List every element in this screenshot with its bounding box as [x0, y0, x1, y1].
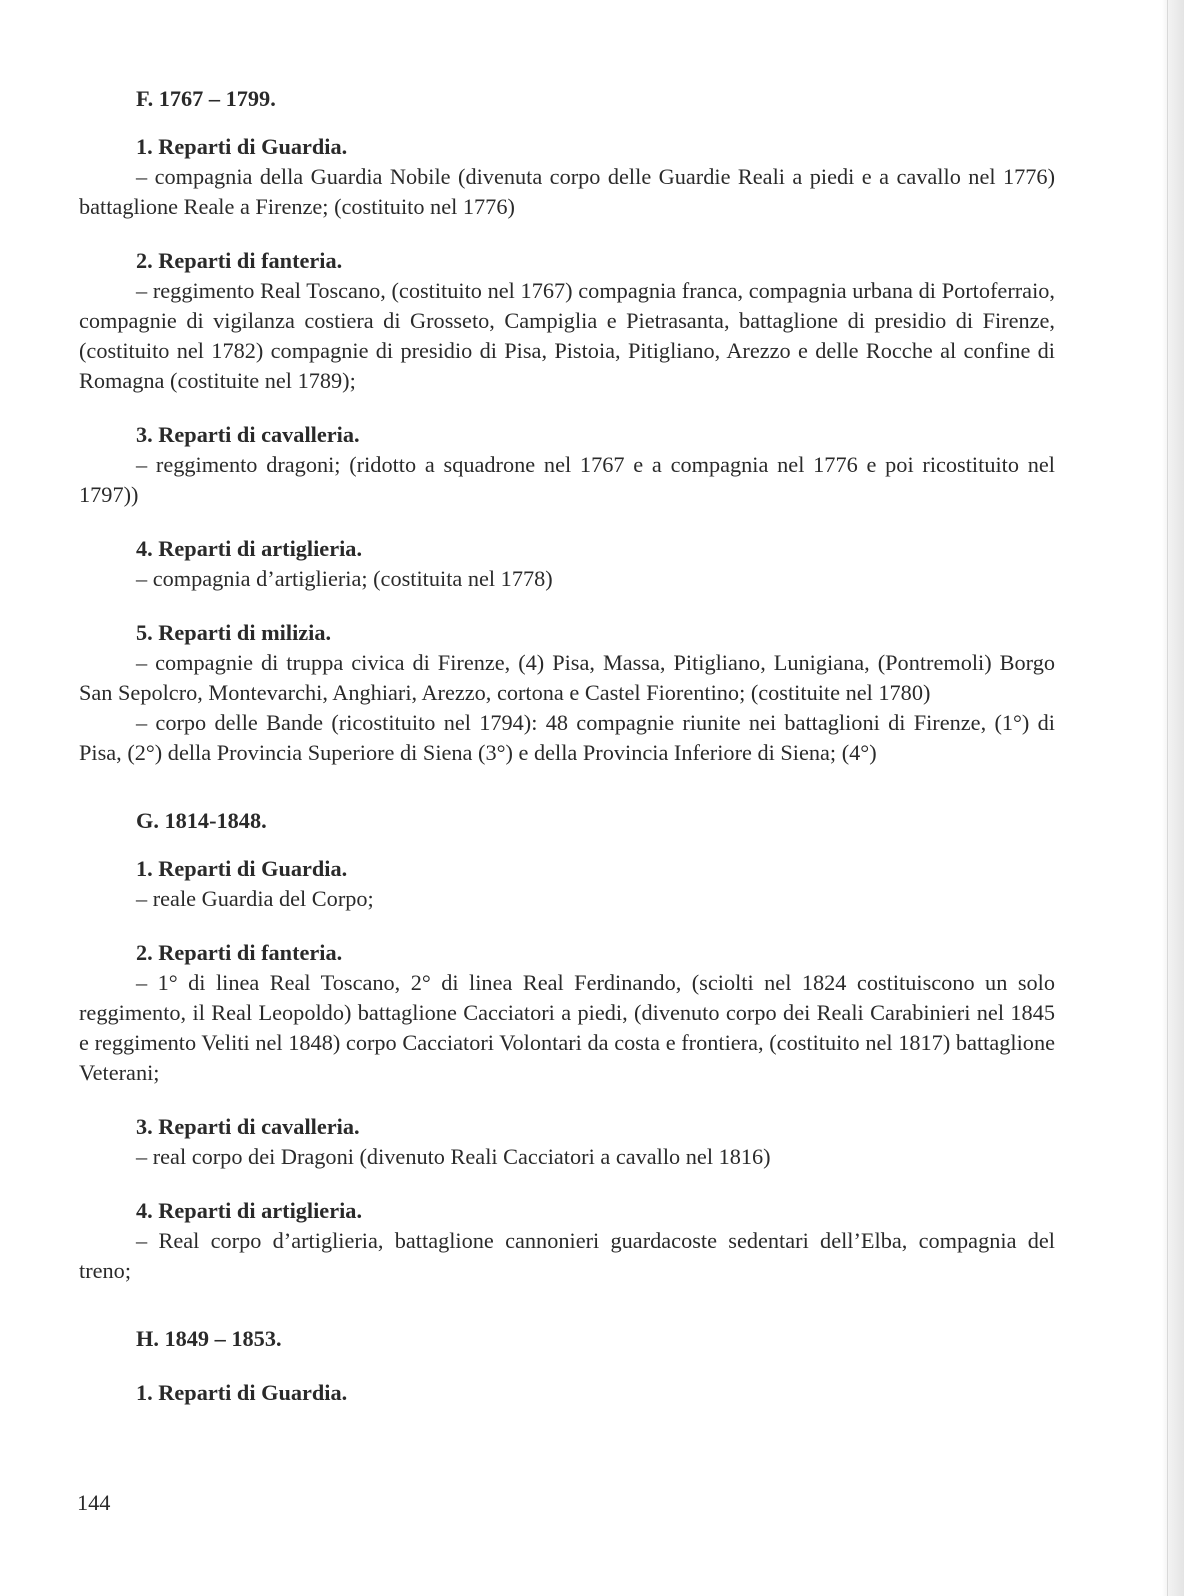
section-f-fanteria-title: 2. Reparti di fanteria. — [136, 248, 343, 273]
section-f-artiglieria-text: – compagnia d’artiglieria; (costituita nel 1778) — [136, 566, 553, 591]
section-h-title: H. 1849 – 1853. — [136, 1326, 282, 1351]
section-g-fanteria-title: 2. Reparti di fanteria. — [136, 940, 343, 965]
page-body — [79, 84, 1055, 1408]
section-f-guardia-text: – compagnia della Guardia Nobile (divenuta corpo delle Guardie Reali a piedi e a cavallo nel 1776) battaglione Reale a Firenze; (costituito nel 1776) — [79, 164, 1055, 219]
section-f-artiglieria-title: 4. Reparti di artiglieria. — [136, 536, 363, 561]
section-g-artiglieria-text: – Real corpo d’artiglieria, battaglione cannonieri guardacoste sedentari dell’Elba, compagnia del treno; — [79, 1228, 1055, 1283]
section-g-guardia-text: – reale Guardia del Corpo; — [136, 886, 374, 911]
section-g-cavalleria-title: 3. Reparti di cavalleria. — [136, 1114, 360, 1139]
section-f-title: F. 1767 – 1799. — [136, 86, 276, 111]
page-gutter-line — [1167, 0, 1168, 1596]
section-g-guardia-title: 1. Reparti di Guardia. — [136, 856, 348, 881]
section-f-fanteria-text: – reggimento Real Toscano, (costituito nel 1767) compagnia franca, compagnia urbana di Portoferraio, compagnie di vigilanza costiera di Grosseto, Campiglia e Pietrasanta, battaglione di presidio di Firenze, (costituito nel 1782) compagnie di presidio di Pisa, Pistoia, Pitigliano, Arezzo e delle Rocche al confine di Romagna (costituite nel 1789); — [79, 278, 1055, 393]
section-g-title: G. 1814-1848. — [136, 808, 267, 833]
section-f-cavalleria-text: – reggimento dragoni; (ridotto a squadrone nel 1767 e a compagnia nel 1776 e poi ricostituito nel 1797)) — [79, 452, 1055, 507]
page-gutter-shadow — [1162, 0, 1184, 1596]
section-f-guardia-title: 1. Reparti di Guardia. — [136, 134, 348, 159]
section-g-artiglieria-title: 4. Reparti di artiglieria. — [136, 1198, 363, 1223]
section-f-milizia-text-1: – compagnie di truppa civica di Firenze, (4) Pisa, Massa, Pitigliano, Lunigiana, (Pontremoli) Borgo San Sepolcro, Montevarchi, Anghiari, Arezzo, cortona e Castel Fiorentino; (costituite nel 1780) — [79, 650, 1055, 705]
section-f-cavalleria-title: 3. Reparti di cavalleria. — [136, 422, 360, 447]
section-h-guardia-title: 1. Reparti di Guardia. — [136, 1380, 348, 1405]
section-g-fanteria-text: – 1° di linea Real Toscano, 2° di linea Real Ferdinando, (sciolti nel 1824 costituiscono un solo reggimento, il Real Leopoldo) battaglione Cacciatori a piedi, (divenuto corpo dei Reali Carabinieri nel 1845 e reggimento Veliti nel 1848) corpo Cacciatori Volontari da costa e frontiera, (costituito nel 1817) battaglione Veterani; — [79, 970, 1055, 1085]
section-g-cavalleria-text: – real corpo dei Dragoni (divenuto Reali Cacciatori a cavallo nel 1816) — [136, 1144, 771, 1169]
page-number: 144 — [77, 1490, 111, 1515]
section-f-milizia-title: 5. Reparti di milizia. — [136, 620, 332, 645]
section-f-milizia-text-2: – corpo delle Bande (ricostituito nel 1794): 48 compagnie riunite nei battaglioni di Firenze, (1°) di Pisa, (2°) della Provincia Superiore di Siena (3°) e della Provincia Inferiore di Siena; (4°) — [79, 710, 1055, 765]
